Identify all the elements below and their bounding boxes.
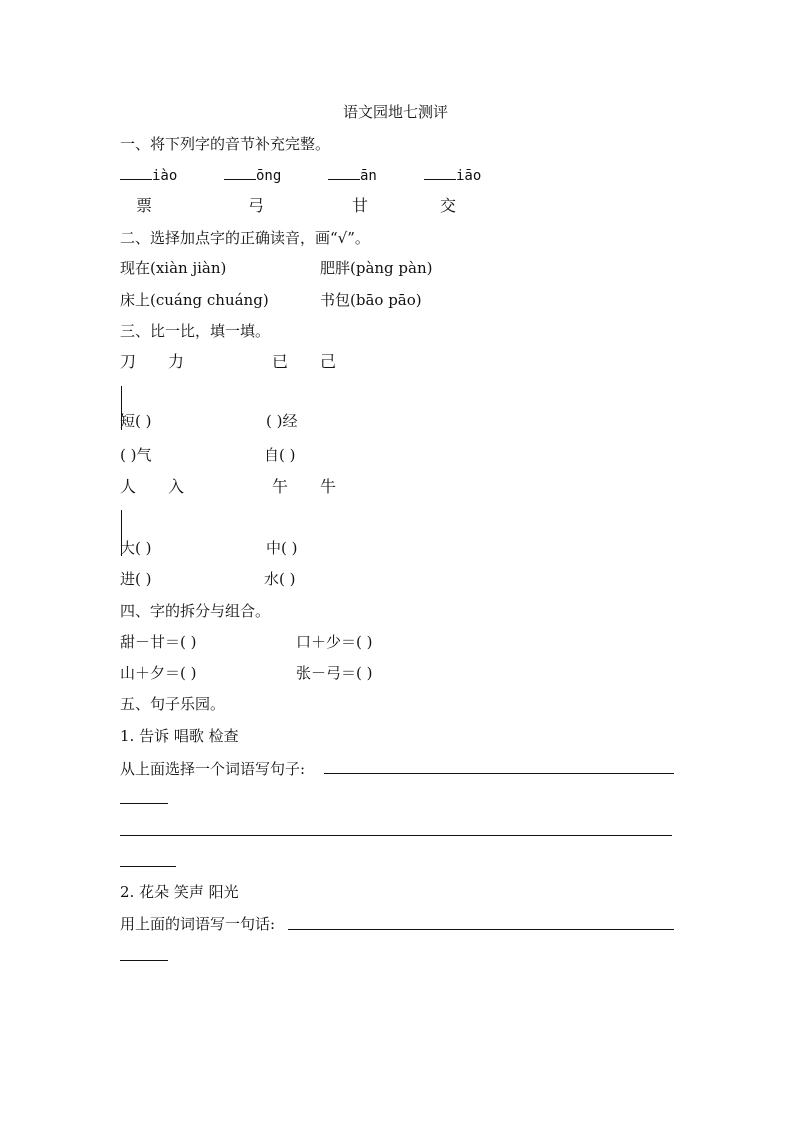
fill-blank[interactable]: ( )经 xyxy=(266,412,298,430)
reading-choice[interactable]: 肥胖(pàng pàn) xyxy=(320,259,433,277)
fill-blank[interactable]: 中( ) xyxy=(266,539,298,557)
answer-blank[interactable] xyxy=(328,165,360,180)
writing-line[interactable] xyxy=(120,960,168,961)
compare-char: 刀 xyxy=(120,352,137,371)
reading-choice[interactable]: 书包(bāo pāo) xyxy=(320,291,422,309)
fill-blank[interactable]: ( )气 xyxy=(120,446,152,464)
fill-blank[interactable]: 短( ) xyxy=(120,412,152,430)
question-2-words: 2. 花朵 笑声 阳光 xyxy=(120,883,239,901)
pinyin-item-2 xyxy=(224,165,281,186)
compose-item[interactable]: 张－弓＝( ) xyxy=(296,664,373,682)
compose-item[interactable]: 口＋少＝( ) xyxy=(296,633,373,651)
pinyin-ending: iāo xyxy=(456,168,482,184)
reading-choice[interactable]: 床上(cuáng chuáng) xyxy=(120,291,269,309)
compare-char: 午 xyxy=(272,477,289,496)
fill-blank[interactable]: 自( ) xyxy=(264,446,296,464)
section-2-heading: 二、选择加点字的正确读音，画“√”。 xyxy=(120,229,370,247)
pinyin-item-1 xyxy=(120,165,177,186)
char-1: 票 xyxy=(136,196,153,215)
compare-char: 牛 xyxy=(320,477,337,496)
pinyin-ending: ān xyxy=(360,168,377,184)
answer-blank[interactable] xyxy=(424,165,456,180)
compare-char: 力 xyxy=(168,352,185,371)
fill-blank[interactable]: 水( ) xyxy=(264,570,296,588)
char-2: 弓 xyxy=(248,196,265,215)
question-2-prompt: 用上面的词语写一句话: xyxy=(120,915,276,933)
fill-blank[interactable]: 大( ) xyxy=(120,539,152,557)
writing-line[interactable] xyxy=(324,773,674,774)
section-1-heading: 一、将下列字的音节补充完整。 xyxy=(120,135,331,153)
char-3: 甘 xyxy=(352,196,369,215)
writing-line[interactable] xyxy=(120,803,168,804)
pinyin-ending: iào xyxy=(152,168,178,184)
section-3-heading: 三、比一比，填一填。 xyxy=(120,322,271,340)
question-1-words: 1. 告诉 唱歌 检查 xyxy=(120,727,239,745)
pinyin-item-3 xyxy=(328,165,377,186)
compose-item[interactable]: 山＋夕＝( ) xyxy=(120,664,197,682)
compare-char: 人 xyxy=(120,477,137,496)
pinyin-item-4 xyxy=(424,165,481,186)
compare-char: 已 xyxy=(272,352,289,371)
char-4: 交 xyxy=(440,196,457,215)
pinyin-ending: ōng xyxy=(256,168,282,184)
compose-item[interactable]: 甜－甘＝( ) xyxy=(120,633,197,651)
writing-line[interactable] xyxy=(120,835,672,836)
compare-char: 己 xyxy=(320,352,337,371)
compare-char: 入 xyxy=(168,477,185,496)
question-1-prompt: 从上面选择一个词语写句子: xyxy=(120,760,306,778)
writing-line[interactable] xyxy=(120,866,176,867)
section-5-heading: 五、句子乐园。 xyxy=(120,695,226,713)
answer-blank[interactable] xyxy=(120,165,152,180)
page-title: 语文园地七测评 xyxy=(343,103,449,121)
section-4-heading: 四、字的拆分与组合。 xyxy=(120,602,271,620)
answer-blank[interactable] xyxy=(224,165,256,180)
fill-blank[interactable]: 进( ) xyxy=(120,570,152,588)
reading-choice[interactable]: 现在(xiàn jiàn) xyxy=(120,259,227,277)
writing-line[interactable] xyxy=(288,929,674,930)
